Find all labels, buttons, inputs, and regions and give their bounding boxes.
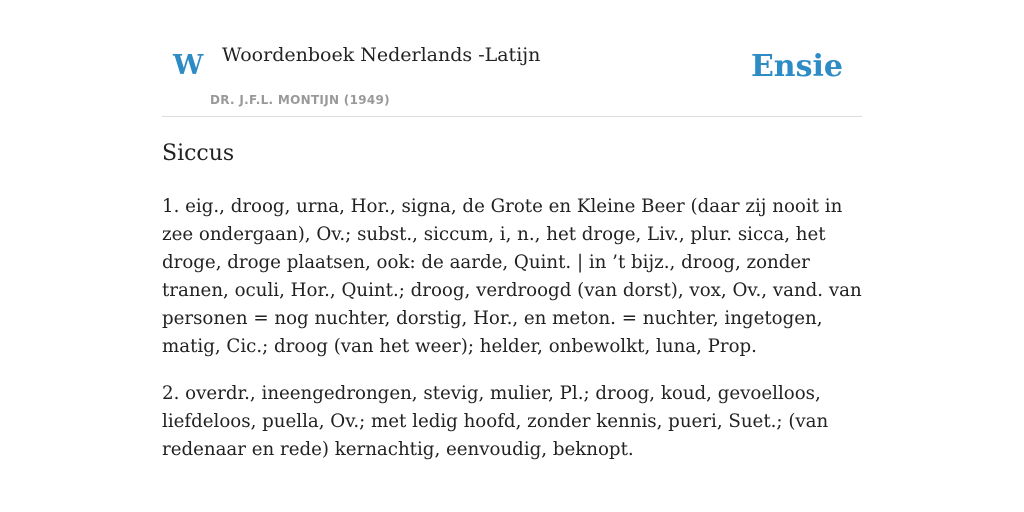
ensie-logo[interactable]: Ensie [750,49,843,84]
book-header [162,0,862,117]
book-author: DR. J.F.L. MONTIJN (1949) [210,93,390,107]
book-logo[interactable]: W [173,50,204,81]
entry-title: Siccus [162,141,235,166]
entry-body [162,193,862,483]
book-title[interactable]: Woordenboek Nederlands -Latijn [222,44,541,66]
definition-paragraph: 2. overdr., ineengedrongen, stevig, mulier, Pl.; droog, koud, gevoelloos, liefdeloos, puella, Ov.; met ledig hoofd, zonder kennis, pueri, Suet.; (van redenaar en rede) kernachtig, eenvoudig, beknopt. [162,383,829,460]
definition-paragraph: 1. eig., droog, urna, Hor., signa, de Grote en Kleine Beer (daar zij nooit in zee ondergaan), Ov.; subst., siccum, i, n., het droge, Liv., plur. sicca, het droge, droge plaatsen, ook: de aarde, Quint. | in ’t bijz., droog, zonder tranen, oculi, Hor., Quint.; droog, verdroogd (van dorst), vox, Ov., vand. van personen = nog nuchter, dorstig, Hor., en meton. = nuchter, ingetogen, matig, Cic.; droog (van het weer); helder, onbewolkt, luna, Prop. [162,196,862,357]
